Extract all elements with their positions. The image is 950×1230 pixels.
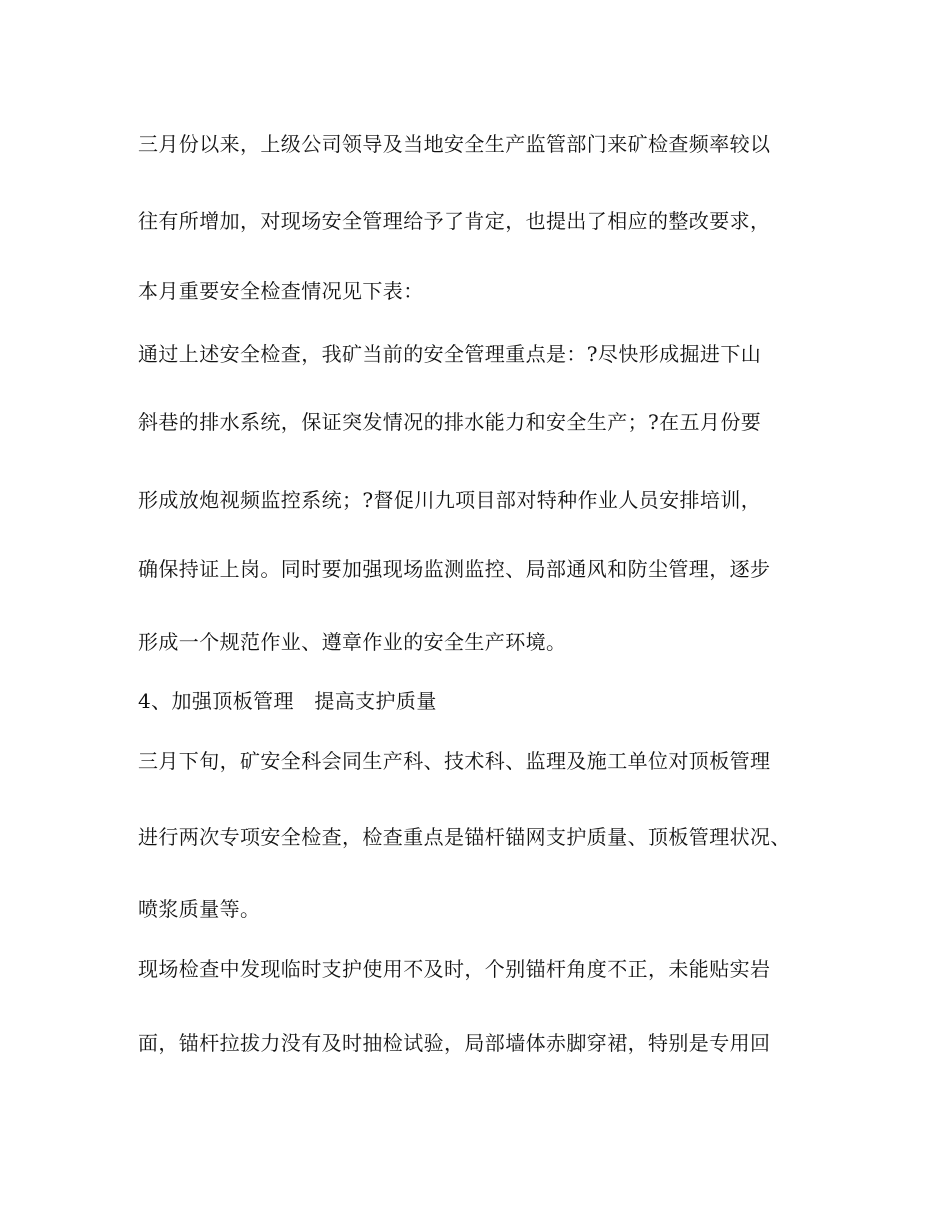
text-line: 形成放炮视频监控系统；?督促川九项目部对特种作业人员安排培训， bbox=[138, 488, 762, 512]
text-line: 斜巷的排水系统，保证突发情况的排水能力和安全生产；?在五月份要 bbox=[138, 410, 762, 434]
text-line: 往有所增加，对现场安全管理给予了肯定，也提出了相应的整改要求， bbox=[138, 209, 771, 233]
text-line: 三月份以来，上级公司领导及当地安全生产监管部门来矿检查频率较以 bbox=[138, 132, 771, 156]
text-line: 三月下旬，矿安全科会同生产科、技术科、监理及施工单位对顶板管理 bbox=[138, 749, 771, 773]
text-line: 确保持证上岗。同时要加强现场监测监控、局部通风和防尘管理，逐步 bbox=[138, 557, 771, 581]
text-line: 通过上述安全检查，我矿当前的安全管理重点是：?尽快形成掘进下山 bbox=[138, 342, 762, 366]
text-line: 本月重要安全检查情况见下表： bbox=[138, 279, 424, 303]
text-line: 喷浆质量等。 bbox=[138, 897, 261, 921]
text-line: 面，锚杆拉拔力没有及时抽检试验，局部墙体赤脚穿裙，特别是专用回 bbox=[138, 1031, 771, 1055]
section-heading: 4、加强顶板管理 提高支护质量 bbox=[138, 689, 437, 713]
text-line: 现场检查中发现临时支护使用不及时，个别锚杆角度不正，未能贴实岩 bbox=[138, 957, 771, 981]
text-line: 形成一个规范作业、遵章作业的安全生产环境。 bbox=[138, 630, 567, 654]
text-line: 进行两次专项安全检查，检查重点是锚杆锚网支护质量、顶板管理状况、 bbox=[138, 825, 791, 849]
